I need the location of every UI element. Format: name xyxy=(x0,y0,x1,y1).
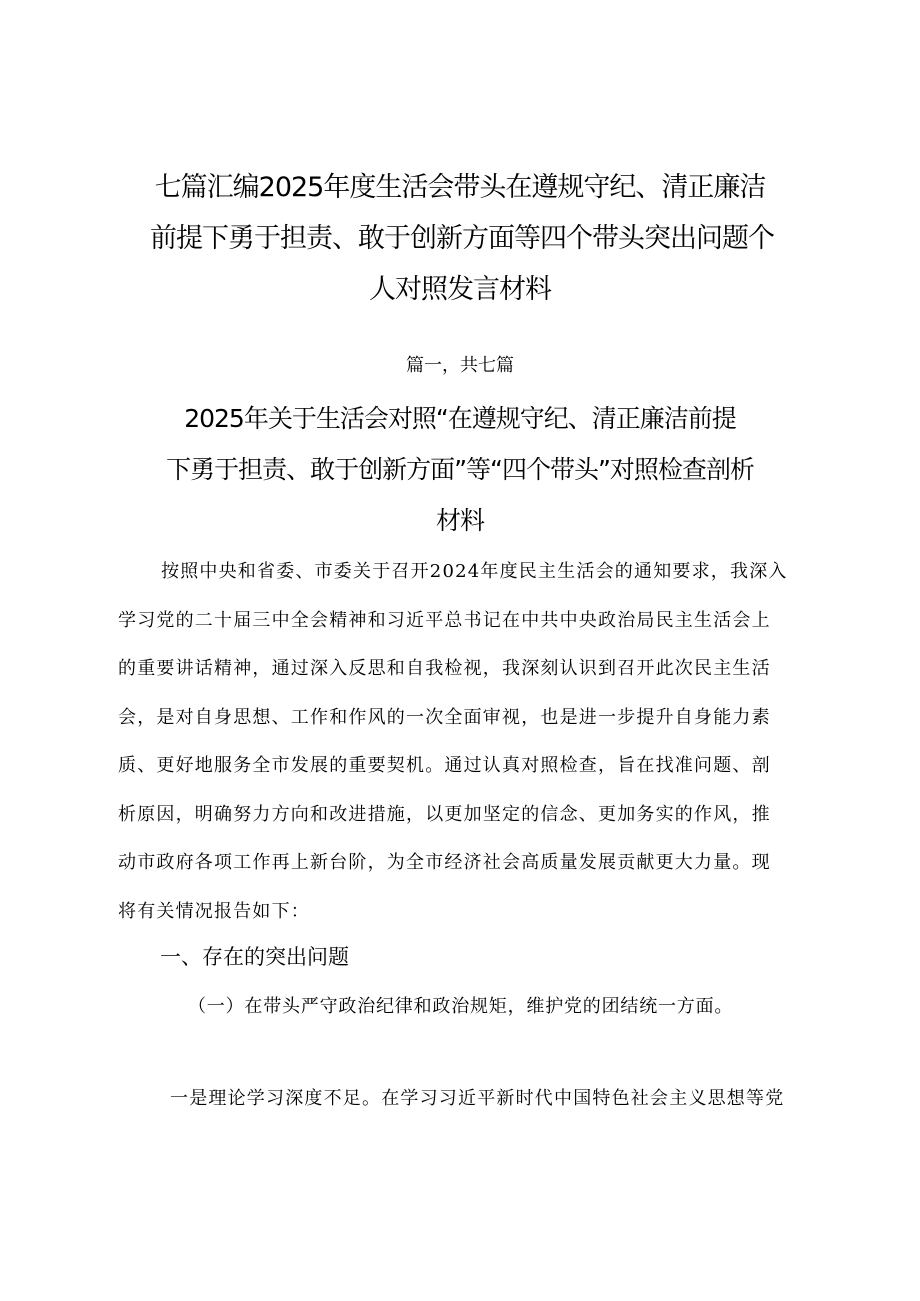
document-subtitle xyxy=(130,393,790,546)
paragraph-line: 质、更好地服务全市发展的重要契机。通过认真对照检查，旨在找准问题、剖 xyxy=(118,755,771,776)
paragraph-line: 会，是对自身思想、工作和作风的一次全面审视，也是进一步提升自身能力素 xyxy=(118,706,771,728)
title-line: 前提下勇于担责、敢于创新方面等四个带头突出问题个 xyxy=(150,223,774,254)
part-label: 篇一，共七篇 xyxy=(406,355,514,376)
subtitle-line: 2025年关于生活会对照“在遵规守纪、清正廉洁前提 xyxy=(184,404,736,433)
title-line: 人对照发言材料 xyxy=(369,274,551,305)
intro-paragraph xyxy=(118,548,804,936)
subtitle-line: 材料 xyxy=(435,506,484,535)
paragraph-line: 动市政府各项工作再上新台阶，为全市经济社会高质量发展贡献更大力量。现 xyxy=(118,852,771,873)
paragraph-line: 的重要讲话精神，通过深入反思和自我检视，我深刻认识到召开此次民主生活 xyxy=(118,658,771,679)
title-line: 七篇汇编2025年度生活会带头在遵规守纪、清正廉洁 xyxy=(154,172,766,203)
subsection-heading: （一）在带头严守政治纪律和政治规矩，维护党的团结统一方面。 xyxy=(188,996,734,1017)
paragraph-line: 析原因，明确努力方向和改进措施，以更加坚定的信念、更加务实的作风，推 xyxy=(118,803,771,825)
paragraph-line: 将有关情况报告如下： xyxy=(118,900,310,922)
document-title xyxy=(150,162,774,315)
paragraph-line: 学习党的二十届三中全会精神和习近平总书记在中共中央政治局民主生活会上 xyxy=(118,609,771,631)
paragraph-line: 按照中央和省委、市委关于召开2024年度民主生活会的通知要求，我深入 xyxy=(161,561,788,582)
subtitle-line: 下勇于担责、敢于创新方面”等“四个带头”对照检查剖析 xyxy=(166,455,754,484)
point-paragraph: 一是理论学习深度不足。在学习习近平新时代中国特色社会主义思想等党 xyxy=(170,1088,785,1109)
section-heading: 一、存在的突出问题 xyxy=(160,945,349,969)
